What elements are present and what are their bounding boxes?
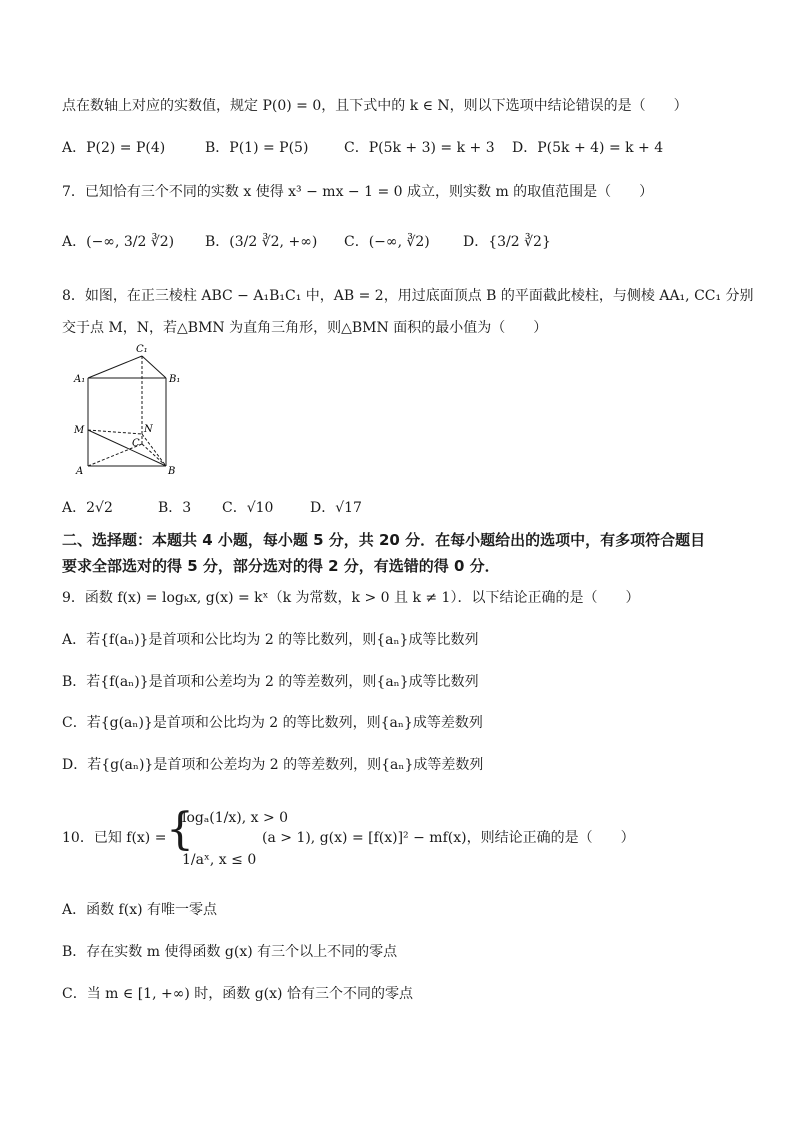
label-b: B: [168, 466, 176, 477]
label-c1: C₁: [136, 344, 148, 355]
q6-option-a: A．P(2) = P(4): [62, 140, 166, 156]
q9-stem: 9．函数 f(x) = logₖx, g(x) = kˣ（k 为常数，k > 0 且 k ≠ 1）．以下结论正确的是（ ）: [62, 590, 640, 606]
q8-option-a: A．2√2: [62, 500, 113, 516]
q8-option-d: D．√17: [310, 500, 362, 516]
label-m: M: [74, 425, 85, 436]
label-a1: A₁: [74, 374, 86, 385]
q10-case1: logₐ(1/x), x > 0: [182, 810, 289, 826]
q6-option-b: B．P(1) = P(5): [205, 140, 309, 156]
q7-option-c: C．(−∞, ∛2): [344, 234, 430, 250]
edge-m-b: [88, 430, 166, 466]
q6-stem-tail: 点在数轴上对应的实数值，规定 P(0) = 0，且下式中的 k ∈ N，则以下选项中结论错误的是（ ）: [62, 98, 688, 114]
q7-stem: 7．已知恰有三个不同的实数 x 使得 x³ − mx − 1 = 0 成立，则实数 m 的取值范围是（ ）: [62, 184, 654, 200]
q9-option-c: C．若{g(aₙ)}是首项和公比均为 2 的等比数列，则{aₙ}成等差数列: [62, 715, 483, 731]
q7-option-b: B．(3/2 ∛2, +∞): [205, 234, 318, 250]
q9-option-d: D．若{g(aₙ)}是首项和公差均为 2 的等差数列，则{aₙ}成等差数列: [62, 757, 484, 773]
q10-brace: {: [166, 804, 194, 855]
edge-n-b: [142, 434, 166, 466]
q9-option-a: A．若{f(aₙ)}是首项和公比均为 2 的等比数列，则{aₙ}成等比数列: [62, 632, 479, 648]
q10-option-b: B．存在实数 m 使得函数 g(x) 有三个以上不同的零点: [62, 944, 398, 960]
q10-suffix: (a > 1), g(x) = [f(x)]² − mf(x)，则结论正确的是（ ）: [262, 830, 635, 846]
q10-prefix: 10．已知 f(x) =: [62, 830, 167, 846]
edge-c1-b1: [142, 356, 166, 378]
q10-case2: 1/aˣ, x ≤ 0: [182, 852, 257, 868]
q8-option-b: B．3: [158, 500, 192, 516]
section2-heading-line2: 要求全部选对的得 5 分，部分选对的得 2 分，有选错的得 0 分．: [62, 557, 500, 575]
q7-option-d: D．{3/2 ∛2}: [463, 234, 551, 250]
section2-heading-line1: 二、选择题：本题共 4 小题，每小题 5 分，共 20 分．在每小题给出的选项中，有多项符合题目: [62, 531, 706, 549]
q6-option-c: C．P(5k + 3) = k + 3: [344, 140, 495, 156]
label-b1: B₁: [169, 374, 181, 385]
label-n: N: [144, 424, 153, 435]
edge-c-b: [142, 444, 166, 466]
q9-option-b: B．若{f(aₙ)}是首项和公差均为 2 的等差数列，则{aₙ}成等比数列: [62, 674, 479, 690]
q7-option-a: A．(−∞, 3/2 ∛2): [62, 234, 175, 250]
label-a: A: [76, 466, 84, 477]
q10-option-a: A．函数 f(x) 有唯一零点: [62, 902, 218, 918]
edge-a1-c1: [88, 356, 142, 378]
q8-stem-line1: 8．如图，在正三棱柱 ABC − A₁B₁C₁ 中，AB = 2，用过底面顶点 B 的平面截此棱柱，与侧棱 AA₁, CC₁ 分别: [62, 288, 754, 304]
q6-option-d: D．P(5k + 4) = k + 4: [512, 140, 664, 156]
q8-stem-line2: 交于点 M，N，若△BMN 为直角三角形，则△BMN 面积的最小值为（ ）: [62, 320, 548, 336]
q10-option-c: C．当 m ∈ [1, +∞) 时，函数 g(x) 恰有三个不同的零点: [62, 986, 413, 1002]
q8-option-c: C．√10: [222, 500, 274, 516]
prism-figure: [70, 342, 190, 482]
label-c: C: [132, 438, 140, 449]
